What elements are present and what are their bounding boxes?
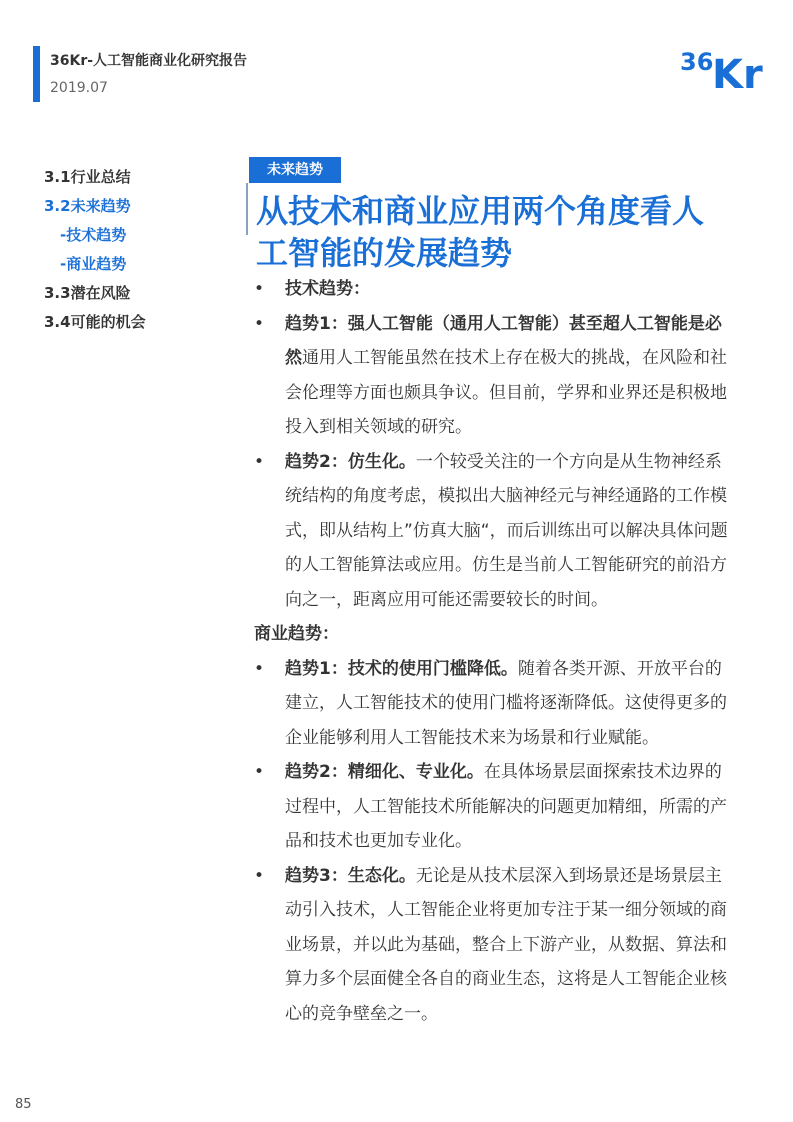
toc-item-3-3[interactable]: 3.3潜在风险 bbox=[44, 284, 131, 302]
tech-trend-heading: 技术趋势： bbox=[285, 279, 370, 299]
toc-item-tech-trend[interactable]: -技术趋势 bbox=[60, 226, 127, 244]
bullet-dot: • bbox=[254, 658, 265, 679]
bullet-dot: • bbox=[254, 451, 265, 472]
report-title: 36Kr-人工智能商业化研究报告 bbox=[50, 53, 248, 69]
trend-title: 趋势2：精细化、专业化。 bbox=[285, 762, 484, 782]
trend-text: 一个较受关注的一个方向是从生物神经系统结构的角度考虑，模拟出大脑神经元与神经通路的工作模式，即从结构上”仿真大脑“，而后训练出可以解决具体问题的人工智能算法或应用。仿生是当前人工智能研究的前沿方向之一，距离应用可能还需要较长的时间。 bbox=[285, 451, 728, 610]
trend-title: 趋势3：生态化。 bbox=[285, 865, 416, 886]
toc-item-3-2[interactable]: 3.2未来趋势 bbox=[44, 197, 131, 215]
report-date: 2019.07 bbox=[50, 80, 108, 96]
bullet-dot: • bbox=[254, 279, 265, 299]
trend-title: 趋势1：强人工智能（通用人工智能）甚至超人工智能是必然 bbox=[285, 313, 722, 368]
bullet-dot: • bbox=[254, 762, 265, 782]
trend-text: 在具体场景层面探索技术边界的过程中，人工智能技术所能解决的问题更加精细，所需的产品和技术也更加专业化。 bbox=[285, 762, 727, 851]
list-item bbox=[254, 755, 734, 859]
main-content bbox=[254, 272, 734, 1031]
list-item bbox=[254, 272, 734, 307]
header-accent-bar bbox=[33, 46, 40, 102]
bullet-dot: • bbox=[254, 313, 265, 334]
biz-trend-heading: 商业趋势： bbox=[254, 624, 339, 644]
bullet-dot: • bbox=[254, 865, 265, 886]
svg-text:36: 36 bbox=[680, 48, 714, 76]
trend-text: 无论是从技术层深入到场景还是场景层主动引入技术，人工智能企业将更加专注于某一细分领域的商业场景，并以此为基础，整合上下游产业，从数据、算法和算力多个层面健全各自的商业生态，这将是人工智能企业核心的竞争壁垒之一。 bbox=[285, 865, 727, 1024]
trend-text: 随着各类开源、开放平台的建立，人工智能技术的使用门槛将逐渐降低。这使得更多的企业能够利用人工智能技术来为场景和行业赋能。 bbox=[285, 658, 727, 748]
table-of-contents bbox=[44, 163, 214, 337]
36kr-logo bbox=[680, 38, 764, 94]
svg-text:Kr: Kr bbox=[712, 52, 763, 94]
page-title: 从技术和商业应用两个角度看人工智能的发展趋势 bbox=[256, 192, 705, 272]
trend-title: 趋势2：仿生化。 bbox=[285, 451, 416, 472]
title-divider bbox=[246, 183, 248, 235]
list-item bbox=[254, 652, 734, 756]
page-number: 85 bbox=[15, 1097, 32, 1112]
list-item bbox=[254, 307, 734, 445]
toc-item-biz-trend[interactable]: -商业趋势 bbox=[60, 255, 127, 273]
list-item bbox=[254, 445, 734, 618]
list-item bbox=[254, 859, 734, 1032]
trend-text: 通用人工智能虽然在技术上存在极大的挑战，在风险和社会伦理等方面也颇具争议。但目前，学界和业界还是积极地投入到相关领域的研究。 bbox=[285, 348, 727, 437]
trend-title: 趋势1：技术的使用门槛降低。 bbox=[285, 658, 518, 679]
toc-item-3-1[interactable]: 3.1行业总结 bbox=[44, 168, 131, 186]
toc-item-3-4[interactable]: 3.4可能的机会 bbox=[44, 313, 146, 331]
section-tag: 未来趋势 bbox=[249, 157, 341, 183]
